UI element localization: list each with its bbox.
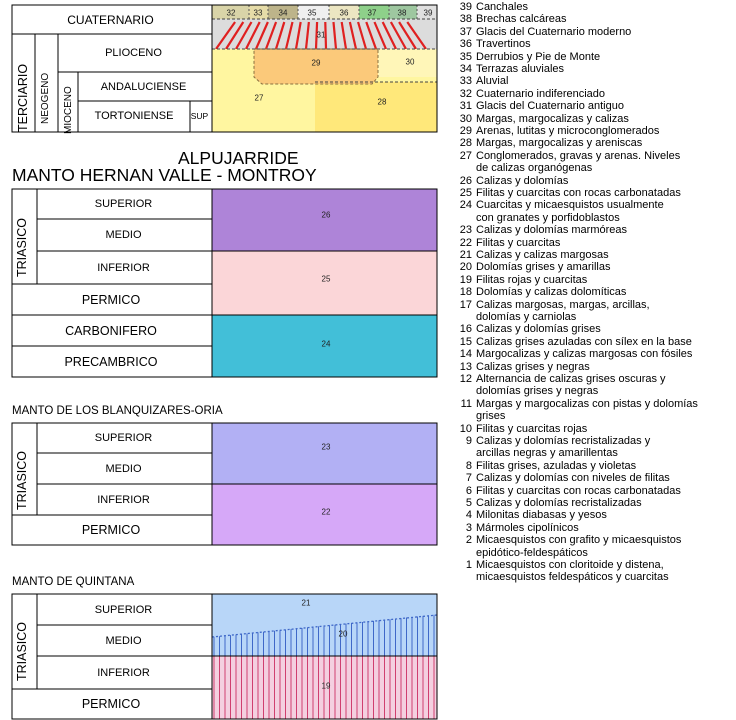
- legend-number: 33: [459, 75, 472, 88]
- legend-number: 20: [459, 261, 472, 274]
- legend-number: 25: [459, 187, 472, 199]
- fill-unit26: [212, 189, 437, 251]
- legend-text-continued: con granates y porfidoblastos: [476, 211, 620, 224]
- legend-text: Calizas y dolomías: [476, 174, 569, 187]
- legend-text: Conglomerados, gravas y arenas. Niveles: [476, 149, 681, 162]
- legend-number: 35: [459, 50, 472, 63]
- legend-text-continued: dolomías y carniolas: [476, 311, 577, 323]
- legend-number: 5: [465, 497, 472, 509]
- legend-number: 1: [465, 559, 472, 571]
- legend-item: [458, 125, 659, 137]
- permico-label-b: PERMICO: [81, 523, 141, 537]
- carbonifero-label: CARBONIFERO: [65, 323, 157, 338]
- legend-item: [458, 199, 664, 211]
- superior-label-b: SUPERIOR: [94, 432, 153, 444]
- legend-item: [458, 336, 692, 348]
- unit-39-label: 39: [423, 8, 433, 18]
- legend-number: 38: [459, 13, 472, 26]
- legend-text: Margas, margocalizas y areniscas: [476, 137, 643, 150]
- unit-21-label: 21: [301, 598, 311, 608]
- legend-text: Calizas y dolomías grises: [476, 323, 601, 336]
- legend-item: [458, 1, 528, 13]
- legend-text-continued: de calizas organógenas: [476, 162, 593, 175]
- medio-label-c: MEDIO: [105, 634, 142, 647]
- triasico-label-c: TRIASICO: [15, 621, 29, 681]
- cuaternario-label: CUATERNARIO: [67, 12, 154, 27]
- legend-number: 32: [459, 87, 472, 100]
- legend-item: [458, 460, 636, 472]
- legend-item: [458, 13, 567, 25]
- legend-item: [458, 261, 610, 273]
- legend-item: [458, 559, 664, 571]
- legend-number: 34: [459, 63, 472, 75]
- superior-label-c: SUPERIOR: [94, 603, 153, 616]
- legend-item: [458, 100, 624, 112]
- legend-item: [458, 187, 681, 199]
- legend-item: [458, 323, 601, 335]
- legend-text: Glacis del Cuaternario moderno: [476, 25, 632, 38]
- legend-number: 36: [459, 38, 472, 51]
- superior-label-a: SUPERIOR: [94, 198, 153, 210]
- andaluciense-label: ANDALUCIENSE: [100, 80, 187, 93]
- legend-text: Micaesquistos con grafito y micaesquistos: [476, 534, 682, 547]
- hernan-valle-subtitle: MANTO HERNAN VALLE - MONTROY: [12, 165, 317, 185]
- unit-35-label: 35: [307, 8, 317, 18]
- mioceno-label: MIOCENO: [63, 86, 74, 134]
- legend-number: 21: [459, 249, 472, 261]
- sup-label: SUP: [190, 111, 209, 121]
- inferior-label-a: INFERIOR: [97, 261, 150, 274]
- legend-number: 27: [459, 149, 472, 162]
- legend-text-continued: epidótico-feldespáticos: [476, 546, 588, 559]
- legend-item: [458, 175, 568, 187]
- legend-number: 16: [459, 323, 472, 336]
- legend-text: Margas y margocalizas con pistas y dolomías: [476, 397, 698, 410]
- legend-text: Cuarcitas y micaesquistos usualmente: [476, 199, 664, 212]
- fill-unit23: [212, 423, 437, 484]
- legend-item: [458, 423, 587, 435]
- legend-item: [458, 348, 692, 360]
- unit-27-label: 27: [254, 93, 264, 103]
- legend-item: [458, 534, 681, 546]
- blanquizares-title: MANTO DE LOS BLANQUIZARES-ORIA: [12, 405, 223, 417]
- legend-item: [458, 137, 642, 149]
- legend-item: [458, 398, 698, 410]
- legend-number: 7: [465, 472, 472, 485]
- legend-number: 23: [459, 224, 472, 237]
- unit-22-label: 22: [321, 507, 331, 517]
- legend-text: Milonitas diabasas y yesos: [476, 509, 607, 522]
- tortoniense-label: TORTONIENSE: [94, 110, 174, 122]
- legend-text: Calizas margosas, margas, arcillas,: [476, 298, 650, 311]
- legend-text: Filitas y cuarcitas rojas: [476, 422, 588, 435]
- fill-unit28: [315, 82, 437, 132]
- legend-number: 12: [459, 373, 472, 385]
- legend-text: Canchales: [476, 1, 528, 13]
- legend-text: Calizas y dolomías marmóreas: [476, 224, 627, 237]
- terciario-label: TERCIARIO: [16, 63, 30, 132]
- legend-number: 30: [459, 112, 472, 125]
- plioceno-label: PLIOCENO: [105, 47, 162, 59]
- legend-number: 29: [459, 125, 472, 137]
- medio-label-a: MEDIO: [105, 229, 142, 241]
- alpujarride-title: ALPUJARRIDE: [178, 148, 299, 168]
- inferior-label-c: INFERIOR: [97, 666, 150, 679]
- legend-number: 39: [459, 1, 472, 13]
- permico-label-c: PERMICO: [81, 697, 141, 711]
- legend-number: 22: [459, 236, 472, 249]
- legend-number: 19: [459, 273, 472, 286]
- unit-37-label: 37: [367, 8, 377, 18]
- legend-number: 2: [465, 534, 472, 547]
- legend-text-continued: grises: [476, 410, 506, 423]
- legend-text: Cuaternario indiferenciado: [476, 87, 606, 100]
- legend-item: [458, 113, 629, 125]
- legend-number: 26: [459, 174, 472, 187]
- legend-number: 14: [459, 348, 472, 361]
- legend-text-continued: arcillas negras y amarillentas: [476, 447, 618, 460]
- legend-item: [458, 26, 631, 38]
- unit-33-label: 33: [253, 8, 263, 18]
- legend-text: Margas, margocalizas y calizas: [476, 112, 629, 125]
- legend-item: [458, 51, 600, 63]
- legend-text-continued: dolomías grises y negras: [476, 385, 599, 398]
- legend-item: [458, 75, 508, 87]
- unit-23-label: 23: [321, 442, 331, 452]
- legend-item: [458, 472, 670, 484]
- legend-text: Filitas y cuarcitas: [476, 236, 561, 249]
- legend-number: 17: [459, 298, 472, 311]
- legend-text: Filitas grises, azuladas y violetas: [476, 459, 637, 472]
- legend-item: [458, 63, 564, 75]
- legend-item: [458, 38, 531, 50]
- unit-25-label: 25: [321, 274, 331, 284]
- legend-number: 3: [465, 521, 472, 534]
- legend-text: Calizas y dolomías recristalizadas: [476, 497, 642, 509]
- legend-number: 8: [465, 459, 472, 472]
- legend-item: [458, 435, 650, 447]
- legend-number: 18: [459, 286, 472, 299]
- unit-34-label: 34: [278, 8, 288, 18]
- legend-number: 4: [465, 509, 472, 522]
- legend-item: [458, 522, 579, 534]
- unit-24-label: 24: [321, 339, 331, 349]
- legend-text: Filitas y cuarcitas con rocas carbonatadas: [476, 187, 681, 199]
- legend-item: [458, 237, 560, 249]
- legend-item: [458, 274, 587, 286]
- legend-number: 31: [459, 100, 472, 113]
- legend-text: Calizas y dolomías recristalizadas y: [476, 435, 651, 447]
- unit-29-label: 29: [311, 58, 321, 68]
- legend-item: [458, 373, 666, 385]
- unit-30-label: 30: [405, 57, 415, 67]
- legend-text: Glacis del Cuaternario antiguo: [476, 100, 624, 113]
- quintana-title: MANTO DE QUINTANA: [12, 576, 135, 588]
- legend-item: [458, 485, 681, 497]
- inferior-label-b: INFERIOR: [97, 493, 150, 506]
- legend-number: 24: [459, 199, 472, 212]
- legend-number: 13: [459, 360, 472, 373]
- legend-item: [458, 150, 680, 162]
- unit-28-label: 28: [377, 97, 387, 107]
- legend-text: Filitas y cuarcitas con rocas carbonatadas: [476, 484, 681, 497]
- triasico-label-b: TRIASICO: [15, 450, 29, 510]
- legend-text: Aluvial: [476, 75, 509, 88]
- legend-text: Mármoles cipolínicos: [476, 521, 579, 534]
- legend-number: 9: [465, 435, 472, 447]
- triasico-label-a: TRIASICO: [15, 217, 29, 277]
- legend-item: [458, 88, 605, 100]
- legend-text: Terrazas aluviales: [476, 63, 565, 75]
- legend-item: [458, 224, 627, 236]
- legend-item: [458, 299, 650, 311]
- neogeno-label: NEOGENO: [40, 72, 51, 124]
- legend-text: Filitas rojas y cuarcitas: [476, 273, 588, 286]
- legend-item: [458, 286, 626, 298]
- legend-text: Micaesquistos con cloritoide y distena,: [476, 559, 664, 571]
- legend-text: Arenas, lutitas y microconglomerados: [476, 125, 660, 137]
- permico-label-a: PERMICO: [81, 292, 141, 307]
- legend-item: [458, 497, 642, 509]
- legend-number: 6: [465, 484, 472, 497]
- unit-32-label: 32: [226, 8, 236, 18]
- legend-text-continued: micaesquistos feldespáticos y cuarcitas: [476, 571, 669, 584]
- legend-text: Alternancia de calizas grises oscuras y: [476, 373, 666, 385]
- legend-text: Derrubios y Pie de Monte: [476, 50, 601, 63]
- legend-text: Travertinos: [476, 38, 531, 51]
- legend-number: 15: [459, 335, 472, 348]
- legend-number: 28: [459, 137, 472, 150]
- legend-number: 10: [459, 422, 472, 435]
- precambrico-label: PRECAMBRICO: [64, 354, 158, 369]
- legend-text: Calizas y calizas margosas: [476, 249, 609, 261]
- unit-36-label: 36: [339, 8, 349, 18]
- unit-26-label: 26: [321, 210, 331, 220]
- unit-31-label: 31: [316, 30, 326, 40]
- legend-item: [458, 361, 590, 373]
- unit-19-label: 19: [321, 681, 331, 691]
- legend-text: Calizas y dolomías con niveles de filitas: [476, 472, 670, 485]
- legend-text: Dolomías grises y amarillas: [476, 261, 611, 274]
- legend-number: 11: [460, 397, 472, 410]
- unit-38-label: 38: [397, 8, 407, 18]
- legend-text: Dolomías y calizas dolomíticas: [476, 286, 627, 299]
- unit-20-label: 20: [338, 629, 348, 639]
- legend-text: Calizas grises y negras: [476, 360, 590, 373]
- legend-text: Margocalizas y calizas margosas con fósiles: [476, 348, 693, 361]
- medio-label-b: MEDIO: [105, 462, 142, 475]
- legend-number: 37: [459, 25, 472, 38]
- legend-item: [458, 249, 609, 261]
- legend-text: Brechas calcáreas: [476, 13, 567, 26]
- legend-item: [458, 509, 607, 521]
- legend-text: Calizas grises azuladas con sílex en la base: [476, 335, 692, 348]
